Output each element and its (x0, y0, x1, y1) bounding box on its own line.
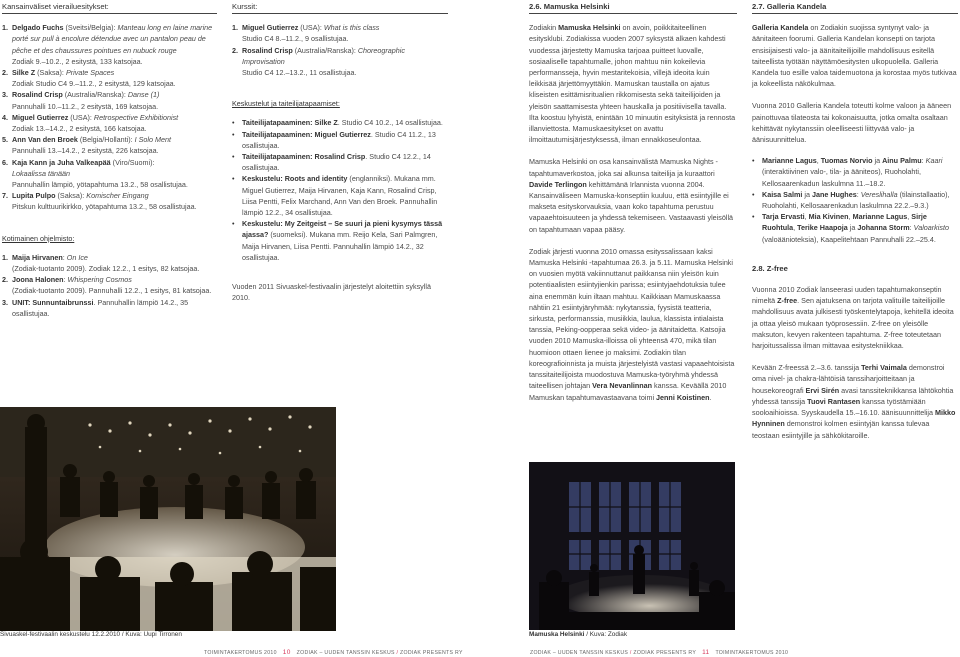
section-header: 2.7. Galleria Kandela (752, 0, 958, 14)
page-number: 10 (282, 649, 291, 656)
mamuska-photo (529, 462, 735, 630)
section-header: 2.6. Mamuska Helsinki (529, 0, 737, 14)
list-item: • Taiteilijatapaaminen: Miguel Gutierrez. Studio C4 11.2., 13 osallistujaa. (232, 129, 448, 151)
paragraph: Zodiakin Mamuska Helsinki on avoin, poikkitaiteellinen esitysklubi. Zodiakissa vuoden 2007 syksystä alkaen kahdesti vuodessa järjestetty Mamuska tarjoaa puitteet luovalle, sosiaaliselle tapahtumalle, johon mahtuu niin kokeilevia performansseja, hyvin mestaritekoisia, villejä ideoita kuin leikkisää järjettömyyttäkin. Mamuskan taustalla on ajatus kliseisten esittämisritualien rikkomisesta sekä taiteilijoiden ja yleisön saattamisesta yhteen hauskalla ja positiivisella tavalla. Ilta koostuu lyhyistä, enintään 10 minuutin esityksistä ja rennosta illanviettosta. Mamuskaesitykset on avattu ilmoittautumisjärjestyksessä, ilman ennakkoseulontaa. (529, 23, 736, 145)
paragraph: Galleria Kandela on Zodiakin suojissa syntynyt valo- ja äänitaiteen foorumi. Galleria Kandelan konsepti on tarjota ensisijaisesti valo- ja äänitaiteilijoille mahdollisuus esitellä taiteellista työtään näyttämöesitysten ulkopuolella. Galleria Kandela tuo esille valoa taidemuotona ja korostaa myös tutkivaa ja kokeellista näkökulmaa. (752, 23, 957, 89)
course-list (232, 22, 448, 78)
section-heading: 2.8. Z-free (752, 263, 788, 273)
list-item: 3. UNIT: Sunnuntaibrunssi. Pannuhallin lämpiö 14.2., 35 osallistujaa. (2, 297, 189, 318)
column-international-performances (2, 0, 217, 319)
list-item: 2. Silke Z (Saksa): Private Spaces Zodiak Studio C4 9.–11.2., 2 esitystä, 129 katsojaa. (2, 68, 176, 89)
list-item: • Kaisa Salmi ja Jane Hughes: Vereslihalla (tilainstallaatio), Ruoholahti, Kellosaarenkadun laskulmna 22.2.–9.3.) (752, 189, 958, 211)
paragraph: Zodiak järjesti vuonna 2010 omassa esityssalissaan kaksi Mamuska Helsinki -tapahtumaa 26.3. ja 5.11. Mamuska Helsinki on vuosien myötä vakiinnuttanut paikkansa niin yleisön kuin potentiaalisten esiintyjienkin parissa; esiintyjaehdotuksia tulee aina enemmän kuin iltaan mahtuu. Kaikkiaan Mamuskaassa nähtiin 21 esiintyjäryhmää: nykytanssia, fyysistä teatteria, sirkusta, performanssia, musiikkia, laulua, klassista intialaista tanssia, Peking-oopperaa sekä video- ja äänitaidetta. Katsojia vuoden 2010 Mamuska-illoissa oli yhteensä 470, mikä tilan huomioon ottaen lienee jo maksimi. Zodiakin tilan koreografioinnista ja muista järjestelyistä vastasi vapaaehtoisista tanssitaiteilijoista muodostuva Mamuska-työryhmä yhdessä taiteellisen johtajan Vera Nevanlinnan kanssa. Keväällä 2010 Mamuskan tapahtumavastaavana toimi Jenni Koistinen. (529, 246, 735, 402)
footer-right: ZODIAK – UUDEN TANSSIN KESKUS / ZODIAK PRESENTS RY 11 TOIMINTAKERTOMUS 2010 (530, 649, 789, 656)
list-item: 1. Miguel Gutierrez (USA): What is this class Studio C4 8.–11.2., 9 osallistujaa. (232, 23, 380, 44)
list-item: 1. Delgado Fuchs (Sveitsi/Belgia): Manteau long en laine marine porté sur pull à encolure détendue avec un pantalon peau de pêche et des chaussures pointues en nubuck rouge Zodiak 9.–10.2., 2 esitystä, 133 katsojaa. (2, 23, 213, 66)
subsection-header: Kotimainen ohjelmisto: (2, 233, 75, 243)
paragraph: Vuonna 2010 Galleria Kandela toteutti kolme valoon ja ääneen painottuvaa tilateosta tai kokonaisuutta, jotka omalta osaltaan kehittävät nykytanssiin oleelliseesti liittyvää valo- ja äänisuunnittelua. (752, 101, 952, 145)
mamuska-photo-illustration (529, 462, 735, 630)
list-item: 3. Rosalind Crisp (Australia/Ranska): Danse (1) Pannuhalli 10.–11.2., 2 esitystä, 169 katsojaa. (2, 90, 160, 111)
column-mamuska (529, 0, 737, 414)
paragraph: Vuonna 2010 Zodiak lanseerasi uuden tapahtumakonseptin nimeltä Z-free. Sen ajatuksena on tarjota valituille taiteilijoille mahdollisuus avata julkisesti työskentelytapoja, kehitellä ideoita ja ottaa yleisö mukaan työprosessiin. Z-free on yleisölle maksuton, kevyen rakenteen tapahtuma. Z-free toteutetaan harjoitussalissa ilman mittavaa esitystekniikkaa. (752, 285, 954, 351)
list-item: 7. Lupita Pulpo (Saksa): Komischer Eingang Pitskun kulttuurikirkko, yötapahtuma 13.2., 58 osallistujaa. (2, 191, 197, 212)
photo-caption: Sivuaskel-festivaalin keskustelu 12.2.2010 / Kuva: Uupi Tirronen (0, 631, 182, 638)
list-item: 5. Ann Van den Broek (Belgia/Hollanti): I Solo Ment Pannuhalli 13.–14.2., 2 esitystä, 226 katsojaa. (2, 135, 171, 156)
section-header: Kansainväliset vierailuesitykset: (2, 0, 217, 14)
column-kandela (752, 0, 958, 441)
page-number: 11 (702, 649, 710, 656)
list-item: 1. Maija Hirvanen: On Ice (Zodiak-tuotanto 2009). Zodiak 12.2., 1 esitys, 82 katsojaa. (2, 252, 200, 274)
performance-list (2, 22, 217, 212)
list-item: 4. Miguel Gutierrez (USA): Retrospective Exhibitionist Zodiak 13.–14.2., 2 esitystä, 166 katsojaa. (2, 112, 179, 134)
discussion-photo (0, 407, 336, 631)
list-item: 2. Joona Halonen: Whispering Cosmos (Zodiak-tuotanto 2009). Pannuhalli 12.2., 1 esitys, 81 katsojaa. (2, 275, 212, 296)
discussion-list (232, 117, 448, 263)
discussion-photo-illustration (0, 407, 336, 631)
section-header: Kurssit: (232, 0, 448, 14)
list-item: 6. Kaja Kann ja Juha Valkeapää (Viro/Suomi): Lokaalissa tänään Pannuhallin lämpiö, yötapahtuma 13.2., 58 osallistujaa. (2, 157, 188, 190)
paragraph: Kevään Z-freessä 2.–3.6. tanssija Terhi Vaimala demonstroi oma nivel- ja chakra-lähtöisiä tanssiharjoitteitaan ja housekoreografi Ervi Sirén avasi tanssiteknikkansa lähtökohtia yhdessä tanssija Tuovi Rantasen kanssa työstämiään sooloaihioissa. Syyskaudella 15.–16.10. äänisuunnittelija Mikko Hynninen demonstroi kolmen esiintyjän kanssa tulevaa teostaan esiintyjille ja sähkökitaroille. (752, 363, 956, 440)
column-courses (232, 0, 448, 303)
list-item: • Tarja Ervasti, Mia Kivinen, Marianne Lagus, Sirje Ruohtula, Terike Haapoja ja Johanna Storm: Valoarkisto (valoäänioteksia), Kaapelitehtaan Pannuhalli 22.–25.4. (752, 211, 958, 245)
list-item: • Taiteilijatapaaminen: Rosalind Crisp. Studio C4 12.2., 14 osallistujaa. (232, 151, 448, 173)
domestic-list (2, 252, 217, 319)
subsection-header: Keskustelut ja taiteilijatapaamiset: (232, 99, 340, 109)
list-item: • Keskustelu: My Zeitgeist – Se suuri ja pieni kysymys tässä ajassa? (suomeksi). Mukana mm. Reijo Kela, Sari Palmgren, Maija Hirvanen, Liisa Pentti. Pannuhallin lämpiö 14.2., 32 osallistujaa. (232, 218, 448, 263)
list-item: 2. Rosalind Crisp (Australia/Ranska): Choreographic Improvisation Studio C4 12.–13.2., 11 osallistujaa. (232, 45, 405, 78)
list-item: • Taiteilijatapaaminen: Silke Z. Studio C4 10.2., 14 osallistujaa. (232, 117, 448, 128)
closing-paragraph: Vuoden 2011 Sivuaskel-festivaalin järjestelyt aloitettiin syksyllä 2010. (232, 282, 431, 303)
list-item: • Keskustelu: Roots and identity (englanniksi). Mukana mm. Miguel Gutierrez, Maija Hirvanen, Kaja Kann, Rosalind Crisp, Liisa Pentti, Felix Marchand, Ann Van den Broek. Pannuhallin lämpiö 12.2., 34 osallistujaa. (232, 173, 448, 218)
list-item: • Marianne Lagus, Tuomas Norvio ja Ainu Palmu: Kaari (interaktiivinen valo-, tila- ja ääniteos), Ruoholahti, Kellosaarenkadun laskulmna 11.–18.2. (752, 155, 958, 189)
installation-list (752, 155, 958, 245)
photo-caption: Mamuska Helsinki / Kuva: Zodiak (529, 631, 628, 638)
footer-left: TOIMINTAKERTOMUS 2010 10 ZODIAK – UUDEN TANSSIN KESKUS / ZODIAK PRESENTS RY (204, 649, 463, 656)
paragraph: Mamuska Helsinki on osa kansainvälistä Mamuska Nights -tapahtumaverkostoa, joka sai alkunsa taiteilija ja kuraattori Davide Terlingon kehittämänä Irlannista vuonna 2004. Kansainväliseen Mamuska-konseptiin kuuluu, että esiintyjille ei makseta esityskorvauksia, vaan koko tapahtuma perustuu vapaaehtoisuuteen ja yhdessä tekemiseen. Vastaavasti yleisöllä on tapahtumaan vapaa pääsy. (529, 157, 734, 234)
